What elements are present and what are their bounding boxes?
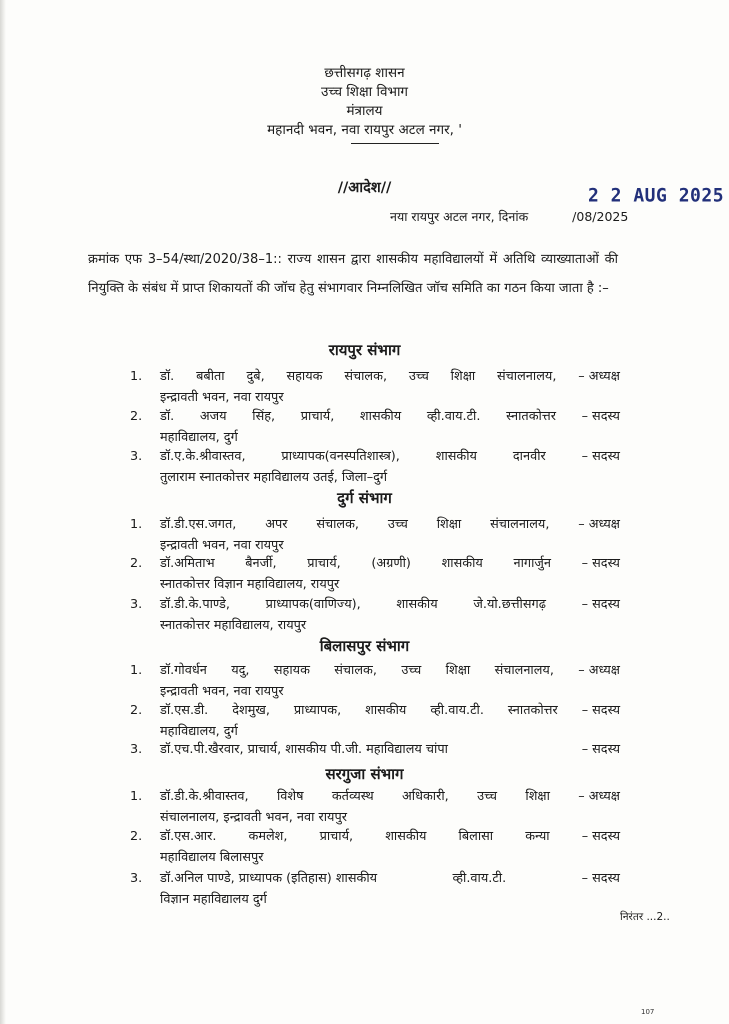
member-word: बबीता	[196, 369, 225, 384]
member-institution: तुलाराम स्नातकोत्तर महाविद्यालय उतई, जिला–दुर्ग	[160, 470, 388, 485]
member-word: शिक्षा	[525, 789, 550, 804]
member-role: – सदस्य	[581, 703, 620, 718]
member-word: संचालक,	[316, 517, 359, 532]
member-role: – अध्यक्ष	[578, 369, 620, 384]
member-word: संचालनालय,	[494, 663, 554, 678]
member-line	[160, 700, 620, 721]
committee-member	[130, 514, 620, 556]
member-role: – सदस्य	[581, 449, 620, 464]
member-number: 3.	[130, 871, 143, 886]
member-word: बैनर्जी,	[245, 556, 277, 571]
member-number: 1.	[130, 663, 143, 678]
member-word: शासकीय	[435, 449, 477, 464]
member-role: – अध्यक्ष	[578, 663, 620, 678]
member-word: कमलेश,	[248, 829, 288, 844]
member-word: डॉ.ए.के.श्रीवास्तव,	[160, 449, 246, 464]
member-number: 1.	[130, 789, 143, 804]
member-institution: संचालनालय, इन्द्रावती भवन, नवा रायपुर	[160, 810, 347, 825]
member-line	[160, 868, 620, 889]
member-word: सहायक	[286, 369, 323, 384]
member-word: उच्च	[401, 663, 422, 678]
member-word: अजय	[199, 409, 227, 424]
member-institution: स्नातकोत्तर विज्ञान महाविद्यालय, रायपुर	[160, 577, 340, 592]
member-word: अधिकारी,	[402, 789, 449, 804]
member-word: सिंह,	[252, 409, 276, 424]
member-number: 1.	[130, 369, 143, 384]
member-word: दानवीर	[512, 449, 546, 464]
member-word: दुबे,	[246, 369, 265, 384]
member-word: प्राचार्य,	[300, 409, 335, 424]
member-number: 3.	[130, 742, 143, 757]
member-word: सहायक	[273, 663, 310, 678]
member-role: – सदस्य	[581, 829, 620, 844]
member-word: डॉ.डी.के.पाण्डे,	[160, 597, 230, 612]
member-word: बिलासा	[458, 829, 494, 844]
department-name: उच्च शिक्षा विभाग	[320, 84, 409, 100]
member-institution: इन्द्रावती भवन, नवा रायपुर	[160, 390, 284, 405]
date-value: /08/2025	[572, 209, 629, 224]
member-number: 3.	[130, 449, 143, 464]
letterhead	[0, 64, 729, 144]
member-word: उच्च	[477, 789, 498, 804]
division-heading: दुर्ग संभाग	[337, 489, 392, 507]
member-word: जे.यो.छत्तीसगढ़	[473, 597, 546, 612]
member-word: नागार्जुन	[513, 556, 552, 571]
division-heading: बिलासपुर संभाग	[319, 637, 410, 655]
member-role: – अध्यक्ष	[578, 789, 620, 804]
member-word: शासकीय	[396, 597, 438, 612]
committee-member	[130, 739, 620, 760]
member-number: 2.	[130, 409, 143, 424]
member-word: शिक्षा	[436, 517, 462, 532]
member-role: – सदस्य	[581, 556, 620, 571]
member-line	[160, 826, 620, 847]
member-line	[160, 739, 620, 760]
member-word: यदु,	[231, 663, 250, 678]
scan-edge	[0, 0, 6, 1024]
member-word: शासकीय	[365, 703, 407, 718]
member-role: – अध्यक्ष	[578, 517, 620, 532]
member-number: 3.	[130, 597, 143, 612]
member-word: कन्या	[525, 829, 550, 844]
committee-member	[130, 700, 620, 742]
member-word: व्ही.वाय.टी.	[452, 871, 507, 886]
member-number: 1.	[130, 517, 143, 532]
member-word: शासकीय	[385, 829, 427, 844]
member-word: डॉ.डी.के.श्रीवास्तव,	[160, 789, 249, 804]
date-stamp: 2 2 AUG 2025	[588, 184, 725, 207]
member-word: संचालक,	[344, 369, 388, 384]
member-role: – सदस्य	[581, 742, 620, 757]
member-word: संचालनालय,	[490, 517, 550, 532]
continued-note: निरंतर ...2..	[620, 911, 670, 923]
division-heading: सरगुजा संभाग	[325, 765, 404, 783]
member-institution: महाविद्यालय, दुर्ग	[160, 724, 238, 739]
member-line	[160, 514, 620, 535]
office-address: महानदी भवन, नवा रायपुर अटल नगर, '	[267, 122, 462, 138]
member-number: 2.	[130, 703, 143, 718]
member-word: उच्च	[408, 369, 429, 384]
member-word: प्राध्यापक(वनस्पतिशास्त्र),	[281, 449, 400, 464]
member-line	[160, 366, 620, 387]
member-word: प्राचार्य,	[307, 556, 341, 571]
member-word: व्ही.वाय.टी.	[426, 409, 481, 424]
member-word: शिक्षा	[445, 663, 471, 678]
committee-member	[130, 786, 620, 828]
member-word: संचालक,	[334, 663, 377, 678]
division-heading: रायपुर संभाग	[328, 341, 401, 359]
member-word: स्नातकोत्तर	[506, 409, 556, 424]
member-word: कर्तव्यस्थ	[331, 789, 374, 804]
member-institution: विज्ञान महाविद्यालय दुर्ग	[160, 892, 267, 907]
member-word: शासकीय	[359, 409, 402, 424]
member-word: विशेष	[276, 789, 304, 804]
member-line	[160, 594, 620, 615]
committee-member	[130, 826, 620, 868]
member-number: 2.	[130, 556, 143, 571]
member-word: डॉ.एस.आर.	[160, 829, 217, 844]
member-line	[160, 553, 620, 574]
date-line	[390, 208, 628, 225]
member-word: डॉ.अनिल पाण्डे, प्राध्यापक (इतिहास) शासकीय	[160, 871, 378, 886]
member-word: स्नातकोत्तर	[507, 703, 558, 718]
member-word: व्ही.वाय.टी.	[430, 703, 484, 718]
committee-member	[130, 366, 620, 408]
member-word: डॉ.डी.एस.जगत,	[160, 517, 237, 532]
member-word: अपर	[265, 517, 288, 532]
member-word: देशमुख,	[232, 703, 270, 718]
member-institution: स्नातकोत्तर महाविद्यालय, रायपुर	[160, 618, 307, 633]
order-title: //आदेश//	[337, 180, 392, 196]
member-word: डॉ.	[160, 409, 175, 424]
member-word: प्राध्यापक(वाणिज्य),	[265, 597, 361, 612]
date-place: नया रायपुर अटल नगर, दिनांक	[390, 209, 529, 224]
member-word: डॉ.एस.डी.	[160, 703, 209, 718]
member-institution: इन्द्रावती भवन, नवा रायपुर	[160, 684, 284, 699]
committee-member	[130, 660, 620, 702]
member-word: प्राचार्य,	[319, 829, 354, 844]
member-role: – सदस्य	[581, 409, 620, 424]
member-word: डॉ.गोवर्धन	[160, 663, 207, 678]
committee-member	[130, 594, 620, 636]
member-word: प्राध्यापक,	[293, 703, 342, 718]
committee-member	[130, 446, 620, 488]
member-role: – सदस्य	[581, 871, 620, 886]
page-number: 107	[641, 1008, 655, 1016]
member-role: – सदस्य	[581, 597, 620, 612]
member-institution: महाविद्यालय बिलासपुर	[160, 850, 264, 865]
member-word: डॉ.	[160, 369, 175, 384]
member-institution: महाविद्यालय, दुर्ग	[160, 430, 238, 445]
member-line	[160, 446, 620, 467]
member-word: (अग्रणी)	[371, 556, 411, 571]
order-intro: क्रमांक एफ 3–54/स्था/2020/38–1:: राज्य शासन द्वारा शासकीय महाविद्यालयों में अतिथि व्याख्याताओं की नियुक्ति के संबंध में प्राप्त शिकायतों की जॉच हेतु संभागवार निम्नलिखित जॉच समिति का गठन किया जाता है :–	[88, 252, 618, 296]
member-word: डॉ.अमिताभ	[160, 556, 215, 571]
member-word: शासकीय	[441, 556, 483, 571]
member-word: डॉ.एच.पी.खैरवार, प्राचार्य, शासकीय पी.जी. महाविद्यालय चांपा	[160, 742, 448, 757]
member-word: संचालनालय,	[497, 369, 557, 384]
member-line	[160, 660, 620, 681]
committee-member	[130, 553, 620, 595]
govt-name: छत्तीसगढ़ शासन	[324, 65, 405, 81]
header-divider	[351, 143, 439, 144]
member-line	[160, 406, 620, 427]
member-word: शिक्षा	[450, 369, 476, 384]
member-word: उच्च	[387, 517, 408, 532]
member-number: 2.	[130, 829, 143, 844]
committee-member	[130, 406, 620, 448]
ministry-label: मंत्रालय	[346, 103, 383, 119]
member-institution: इन्द्रावती भवन, नवा रायपुर	[160, 538, 284, 553]
member-line	[160, 786, 620, 807]
committee-member	[130, 868, 620, 910]
